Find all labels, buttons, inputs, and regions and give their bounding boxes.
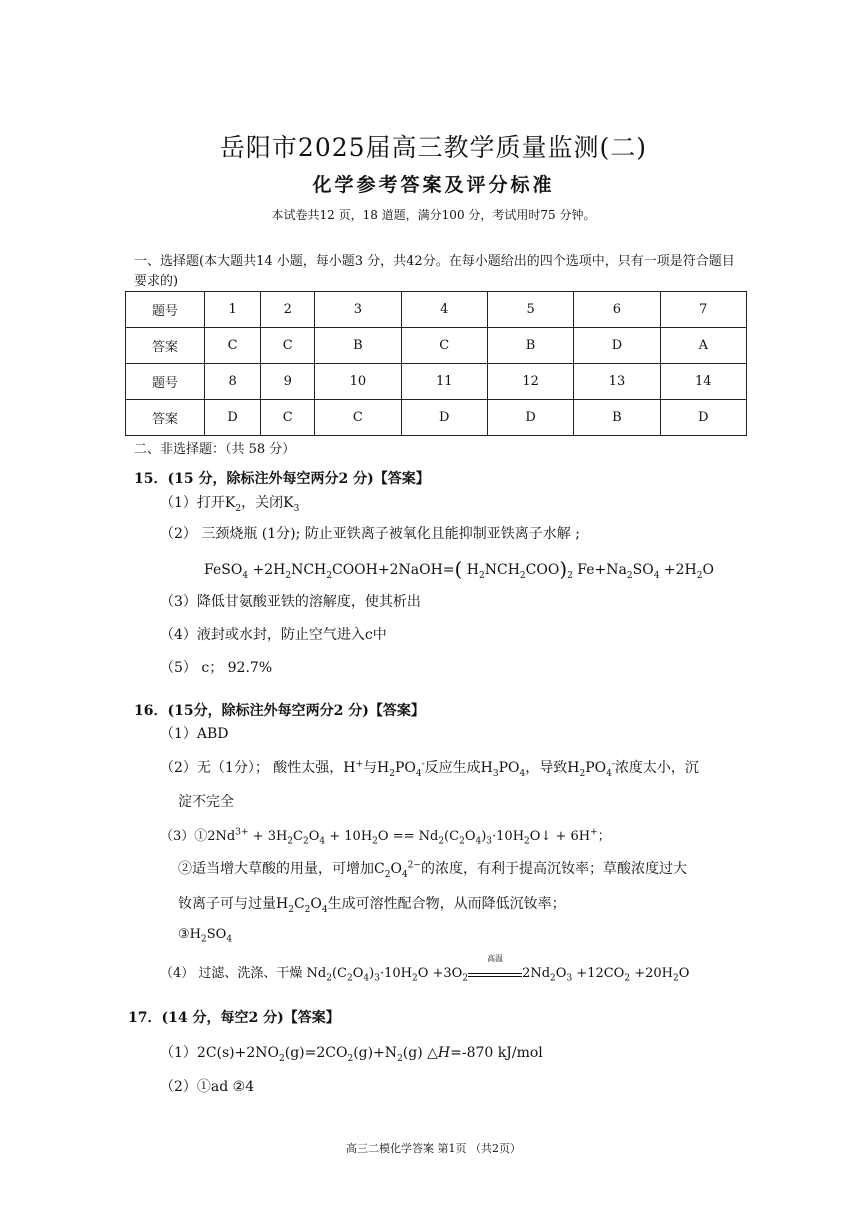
q15-answer-4: （4）液封或水封，防止空气进入c中 [160,627,387,643]
table-cell: 5 [487,292,573,328]
table-cell: 6 [574,292,660,328]
table-cell: B [574,400,660,436]
table-cell: D [487,400,573,436]
table-cell: B [315,328,401,364]
table-cell: 4 [401,292,487,328]
q16-answer-4: （4） 过滤、洗涤、干燥 $Nd_2(C_2O_4)_3\cdot 10H_2O +3O_2$ 高温 $2Nd_2O_3 +12CO_2 +20H_2O$ [160,954,690,984]
table-cell: D [205,400,261,436]
exam-note: 本试卷共12 页，18 道题，满分100 分，考试用时75 分钟。 [271,208,596,222]
table-cell: 9 [261,364,315,400]
choice-answer-table [125,291,747,436]
table-cell: C [261,328,315,364]
section2-title: 二、非选择题：（共 58 分） [134,442,296,457]
table-cell: B [487,328,573,364]
table-cell: D [660,400,746,436]
q15-equation: FeSO$_4$ $+2H_2NCH_2COOH+2NaOH=$( $H_2NCH_2COO)_2$ $Fe+Na_2SO_4 +2H_2O$ [204,557,714,581]
q16-answer-3-part3: $③H_2SO_4$ [178,927,233,945]
q16-answer-2-continued: 淀不完全 [178,794,234,810]
table-cell: 12 [487,364,573,400]
table-cell: C [261,400,315,436]
table-cell: C [315,400,401,436]
q16-answer-3-equation: $(3)①2Nd^{3+} + 3H_2C_2O_4 + 10H_2O$ == $Nd_2(C_2O_4)_3\cdot 10H_2O↓ + 6H^+$； [160,827,611,847]
q16-answer-2: （2）无（1分）； 酸性太强，H+与$H_2PO_4^-$反应生成$H_3PO_4$，导致$H_2PO_4^-$浓度太小，沉 [160,759,699,779]
q15-answer-1: （1）打开$K_2$，关闭$K_3$ [160,495,300,514]
page-footer: 高三二模化学答案 第1页 （共2页） [346,1142,521,1155]
q16-answer-1: （1）ABD [160,726,229,742]
table-cell: 13 [574,364,660,400]
table-cell: 8 [205,364,261,400]
page-title: 岳阳市2025届高三教学质量监测(二) [219,133,648,162]
q17-answer-2: （2）①ad ②4 [160,1079,255,1095]
row-label: 题号 [126,364,205,400]
page-subtitle: 化学参考答案及评分标准 [312,174,555,196]
q17-answer-1: $(1)2C(s)+2NO_2(g)=2CO_2(g)+N_2(g)$ △H=-870 kJ/mol [160,1045,543,1064]
table-cell: D [574,328,660,364]
equilibrium-sign: 高温 [468,966,522,977]
q17-heading: 17．(14 分，每空2 分)【答案】 [128,1010,340,1026]
table-cell: 14 [660,364,746,400]
row-label: 答案 [126,328,205,364]
q16-answer-3-part2-continued: 钕离子可与过量$H_2C_2O_4$生成可溶性配合物，从而降低沉钕率； [178,896,566,915]
table-cell: 3 [315,292,401,328]
table-cell: C [401,328,487,364]
q15-heading: 15．(15 分，除标注外每空两分2 分)【答案】 [134,471,430,487]
table-row [126,400,747,436]
table-row [126,364,747,400]
table-row [126,328,747,364]
table-cell: 1 [205,292,261,328]
table-cell: 10 [315,364,401,400]
table-cell: A [660,328,746,364]
table-cell: 2 [261,292,315,328]
section1-title: 一、选择题(本大题共14 小题，每小题3 分，共42分。在每小题给出的四个选项中，只有一项是符合题目要求的) [134,254,735,289]
table-cell: D [401,400,487,436]
q15-answer-3: （3）降低甘氨酸亚铁的溶解度，使其析出 [160,594,421,610]
table-cell: C [205,328,261,364]
table-cell: 7 [660,292,746,328]
table-cell: 11 [401,364,487,400]
q16-heading: 16．(15分，除标注外每空两分2 分)【答案】 [134,703,425,719]
q15-answer-2: （2） 三颈烧瓶 (1分); 防止亚铁离子被氧化且能抑制亚铁离子水解 ; [160,526,580,542]
row-label: 题号 [126,292,205,328]
q16-answer-3-part2: ②适当增大草酸的用量，可增加$C_2O_4^{2-}$的浓度，有利于提高沉钕率；草酸浓度过大 [178,860,687,880]
table-row [126,292,747,328]
row-label: 答案 [126,400,205,436]
q15-answer-5: （5） c； 92.7% [160,660,273,676]
